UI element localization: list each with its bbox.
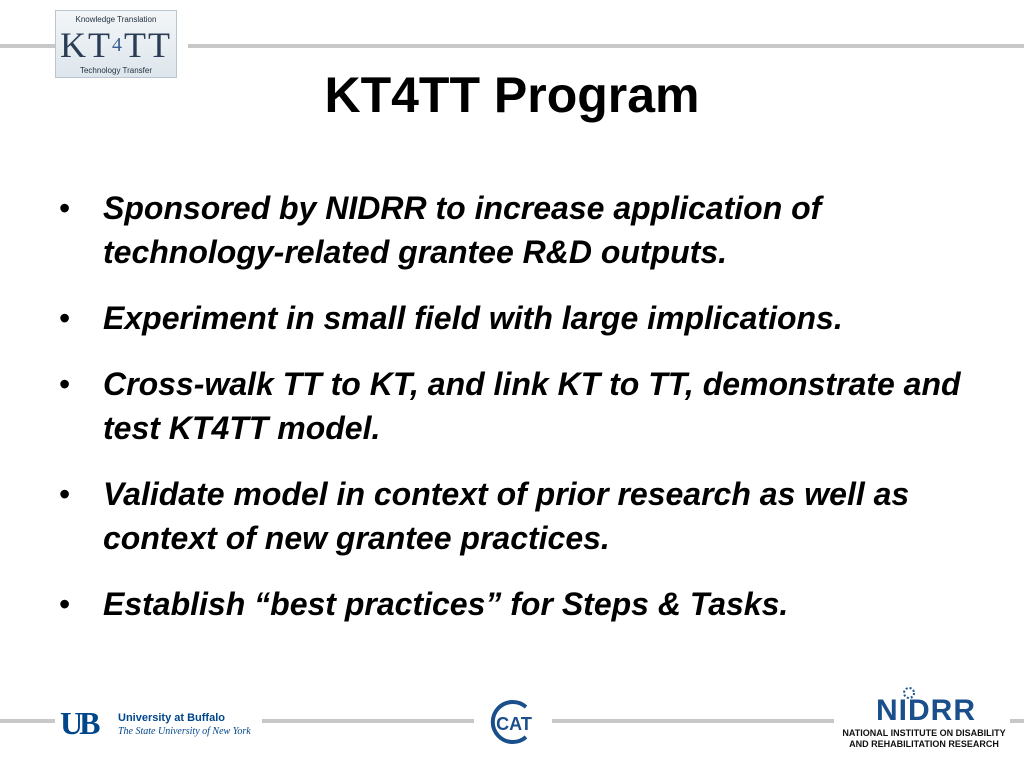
cat-mark: CAT [496,714,532,734]
footer-rule-mid2 [552,719,834,723]
slide-title: KT4TT Program [324,67,700,123]
cat-logo-icon [486,697,542,747]
bullet-item [55,186,995,274]
bullet-icon: • [59,300,71,336]
header-rule-right [188,44,1024,48]
bullet-item [55,296,995,340]
bullet-item [55,582,995,626]
ub-mark: UB [60,705,97,741]
ub-name: University at Buffalo [118,712,225,724]
bullet-icon: • [59,586,71,622]
bullet-text: Sponsored by NIDRR to increase application of technology-related grantee R&D outputs. [103,190,822,270]
footer-rule-mid1 [262,719,474,723]
logo-mark-left: KT [60,25,112,65]
logo-mark-right: TT [124,25,172,65]
ub-subtitle: The State University of New York [118,726,251,737]
bullet-text: Establish “best practices” for Steps & Tasks. [103,586,789,622]
footer-rule-right [1010,719,1024,723]
header-rule-left [0,44,55,48]
logo-top-caption: Knowledge Translation [75,15,157,24]
nidrr-mark-text: NIDRR [876,694,976,727]
nidrr-logo [838,686,1010,752]
bullet-text: Experiment in small field with large implications. [103,300,843,336]
logo-mark [56,27,176,63]
bullet-icon: • [59,366,71,402]
logo-bottom-caption: Technology Transfer [79,66,153,75]
bullet-item [55,362,995,450]
footer-rule-left [0,719,55,723]
ub-logo [60,704,260,744]
bullet-icon: • [59,476,71,512]
bullet-list [55,186,995,648]
nidrr-mark [876,694,976,728]
nidrr-ring-icon [902,686,916,700]
bullet-icon: • [59,190,71,226]
nidrr-line2: AND REHABILITATION RESEARCH [849,739,999,749]
nidrr-line1: NATIONAL INSTITUTE ON DISABILITY [842,728,1006,738]
bullet-item [55,472,995,560]
bullet-text: Validate model in context of prior research as well as context of new grantee practices. [103,476,910,556]
bullet-text: Cross-walk TT to KT, and link KT to TT, demonstrate and test KT4TT model. [103,366,961,446]
logo-mark-num: 4 [112,34,124,56]
